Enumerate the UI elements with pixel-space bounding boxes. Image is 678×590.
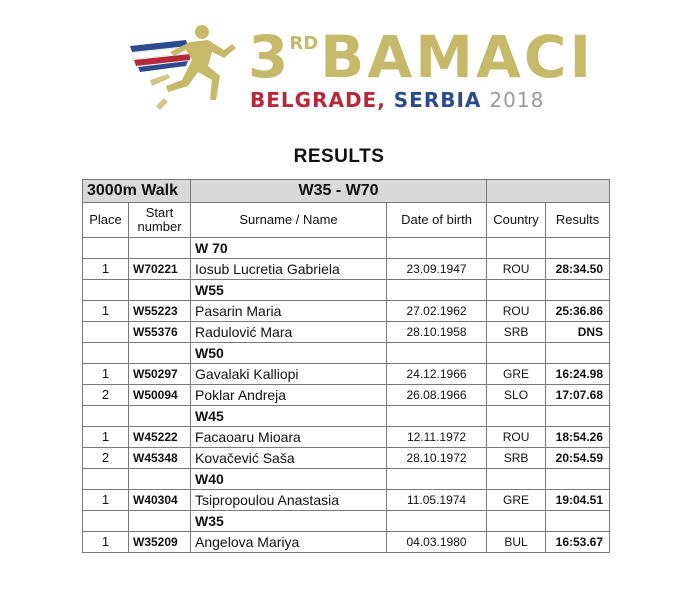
athlete-name-cell: Iosub Lucretia Gabriela — [191, 259, 387, 280]
table-row — [83, 322, 610, 343]
place-cell — [83, 469, 129, 490]
event-name: BAMACI — [320, 23, 595, 91]
athlete-name-cell: Poklar Andreja — [191, 385, 387, 406]
result-cell — [546, 280, 610, 301]
table-row — [83, 532, 610, 553]
dob-cell: 26.08.1966 — [387, 385, 487, 406]
start-number-cell: W45222 — [129, 427, 191, 448]
country-cell — [487, 343, 546, 364]
dob-cell — [387, 469, 487, 490]
country-cell: ROU — [487, 259, 546, 280]
runner-logo-icon — [128, 20, 240, 116]
start-number-cell: W50094 — [129, 385, 191, 406]
event-year: 2018 — [489, 88, 545, 112]
age-group-label: W45 — [191, 406, 387, 427]
column-header-row — [83, 203, 610, 238]
start-number-header — [129, 203, 191, 238]
start-number-cell — [129, 280, 191, 301]
start-number-cell: W55223 — [129, 301, 191, 322]
age-group-row — [83, 343, 610, 364]
table-row — [83, 385, 610, 406]
country-cell — [487, 280, 546, 301]
country-cell — [487, 238, 546, 259]
dob-cell: 27.02.1962 — [387, 301, 487, 322]
dob-cell — [387, 406, 487, 427]
table-row — [83, 364, 610, 385]
place-cell: 1 — [83, 259, 129, 280]
country-cell: ROU — [487, 427, 546, 448]
result-cell: 16:24.98 — [546, 364, 610, 385]
start-number-cell — [129, 406, 191, 427]
start-number-cell: W40304 — [129, 490, 191, 511]
athlete-name-cell: Gavalaki Kalliopi — [191, 364, 387, 385]
athlete-name-cell: Angelova Mariya — [191, 532, 387, 553]
start-number-cell — [129, 511, 191, 532]
place-cell: 1 — [83, 364, 129, 385]
start-number-cell: W70221 — [129, 259, 191, 280]
category-empty-cell — [487, 180, 610, 203]
place-cell: 1 — [83, 427, 129, 448]
dob-cell: 04.03.1980 — [387, 532, 487, 553]
start-number-cell: W55376 — [129, 322, 191, 343]
dob-cell: 23.09.1947 — [387, 259, 487, 280]
place-header: Place — [83, 203, 129, 238]
event-logo — [128, 18, 595, 118]
age-group-row — [83, 280, 610, 301]
country-cell: GRE — [487, 364, 546, 385]
result-cell: 17:07.68 — [546, 385, 610, 406]
start-number-cell: W50297 — [129, 364, 191, 385]
table-row — [83, 427, 610, 448]
place-cell — [83, 238, 129, 259]
start-number-cell: W45348 — [129, 448, 191, 469]
age-group-label: W55 — [191, 280, 387, 301]
country-cell: SRB — [487, 322, 546, 343]
dob-cell: 11.05.1974 — [387, 490, 487, 511]
result-cell — [546, 511, 610, 532]
athlete-name-cell: Pasarin Maria — [191, 301, 387, 322]
place-cell — [83, 511, 129, 532]
age-group-row — [83, 238, 610, 259]
event-title — [248, 23, 595, 92]
results-table-body — [83, 180, 610, 553]
country-cell: SRB — [487, 448, 546, 469]
dob-cell: 24.12.1966 — [387, 364, 487, 385]
place-cell: 2 — [83, 448, 129, 469]
country-cell: GRE — [487, 490, 546, 511]
event-location — [250, 88, 544, 112]
result-cell — [546, 238, 610, 259]
result-cell: 20:54.59 — [546, 448, 610, 469]
results-table — [82, 179, 610, 553]
dob-cell — [387, 238, 487, 259]
dob-cell: 12.11.1972 — [387, 427, 487, 448]
country-cell: BUL — [487, 532, 546, 553]
athlete-name-cell: Radulović Mara — [191, 322, 387, 343]
result-cell: 19:04.51 — [546, 490, 610, 511]
results-header: Results — [546, 203, 610, 238]
table-row — [83, 490, 610, 511]
start-number-cell — [129, 469, 191, 490]
result-cell: 25:36.86 — [546, 301, 610, 322]
event-city: BELGRADE, — [250, 88, 386, 112]
result-cell: 18:54.26 — [546, 427, 610, 448]
dob-header: Date of birth — [387, 203, 487, 238]
place-cell: 1 — [83, 301, 129, 322]
age-group-label: W50 — [191, 343, 387, 364]
age-group-row — [83, 469, 610, 490]
result-cell — [546, 343, 610, 364]
start-number-cell — [129, 238, 191, 259]
age-group-row — [83, 511, 610, 532]
table-row — [83, 448, 610, 469]
dob-cell — [387, 280, 487, 301]
start-number-cell — [129, 343, 191, 364]
result-cell: 28:34.50 — [546, 259, 610, 280]
age-group-label: W35 — [191, 511, 387, 532]
dob-cell — [387, 343, 487, 364]
edition-superscript: RD — [289, 33, 319, 54]
country-header: Country — [487, 203, 546, 238]
country-cell — [487, 469, 546, 490]
age-group-label: W40 — [191, 469, 387, 490]
result-cell — [546, 469, 610, 490]
country-cell: ROU — [487, 301, 546, 322]
age-group-row — [83, 406, 610, 427]
place-cell — [83, 406, 129, 427]
place-cell: 2 — [83, 385, 129, 406]
dob-cell: 28.10.1958 — [387, 322, 487, 343]
age-group-label: W 70 — [191, 238, 387, 259]
athlete-name-cell: Tsipropoulou Anastasia — [191, 490, 387, 511]
result-cell: 16:53.67 — [546, 532, 610, 553]
event-category-row — [83, 180, 610, 203]
event-country: SERBIA — [393, 88, 482, 112]
page-title: RESULTS — [293, 146, 385, 167]
place-cell: 1 — [83, 490, 129, 511]
start-header-line2: number — [137, 219, 182, 234]
country-cell: SLO — [487, 385, 546, 406]
age-range-cell: W35 - W70 — [191, 180, 487, 203]
place-cell: 1 — [83, 532, 129, 553]
table-row — [83, 301, 610, 322]
result-cell: DNS — [546, 322, 610, 343]
start-header-line1: Start — [145, 205, 174, 220]
place-cell — [83, 280, 129, 301]
dob-cell: 28.10.1972 — [387, 448, 487, 469]
dob-cell — [387, 511, 487, 532]
name-header: Surname / Name — [191, 203, 387, 238]
country-cell — [487, 511, 546, 532]
edition-number: 3 — [248, 23, 290, 91]
event-name-cell: 3000m Walk — [83, 180, 191, 203]
place-cell — [83, 343, 129, 364]
country-cell — [487, 406, 546, 427]
athlete-name-cell: Kovačević Saša — [191, 448, 387, 469]
athlete-name-cell: Facaoaru Mioara — [191, 427, 387, 448]
result-cell — [546, 406, 610, 427]
start-number-cell: W35209 — [129, 532, 191, 553]
place-cell — [83, 322, 129, 343]
table-row — [83, 259, 610, 280]
